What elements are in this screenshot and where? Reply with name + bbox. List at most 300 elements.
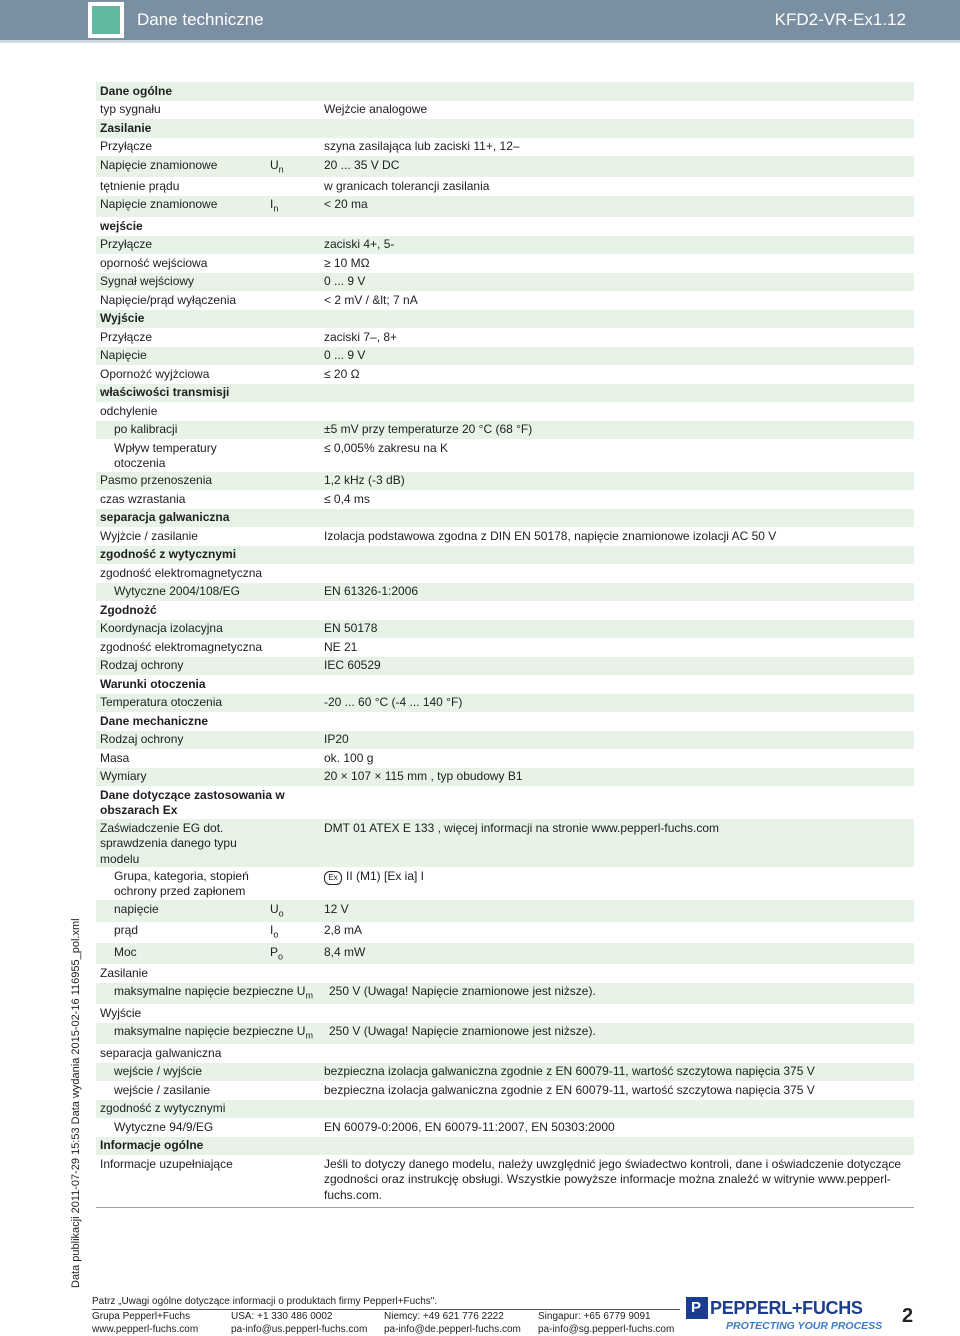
- footer-email-de[interactable]: pa-info@de.pepperl-fuchs.com: [384, 1324, 521, 1336]
- spec-value-text: Jeśli to dotyczy danego modelu, należy uwzględnić jego świadectwo kontroli, dane i oświadczenie dotyczące zgodności oraz instrukcję obsługi. Wszystkie powyższe informacje można znaleźć w witrynie www.pepperl-fuchs.com.: [324, 1157, 901, 1202]
- spec-value-text: szyna zasilająca lub zaciski 11+, 12–: [324, 139, 520, 153]
- spec-value: [324, 943, 914, 964]
- spec-section-heading: [96, 310, 306, 329]
- spec-label-text: Informacje ogólne: [100, 1138, 203, 1152]
- spec-row: [96, 819, 914, 867]
- spec-row: [96, 156, 914, 177]
- spec-label-text: Zgodnożć: [100, 603, 157, 617]
- footer-contact-group: [92, 1311, 198, 1336]
- spec-label: [96, 291, 270, 310]
- spec-table: [96, 82, 914, 1208]
- spec-label: [96, 1004, 270, 1023]
- spec-label: [96, 583, 270, 602]
- spec-row: [96, 196, 914, 217]
- spec-symbol: [270, 657, 324, 676]
- footer-email-sg[interactable]: pa-info@sg.pepperl-fuchs.com: [538, 1324, 674, 1336]
- spec-row: [96, 439, 914, 472]
- spec-symbol: [270, 1100, 324, 1119]
- spec-row: [96, 749, 914, 768]
- spec-label: [96, 1118, 270, 1137]
- spec-label-text: Wymiary: [100, 769, 147, 783]
- spec-value: [324, 922, 914, 943]
- spec-value-text: zaciski 7–, 8+: [324, 330, 397, 344]
- spec-label: [96, 731, 270, 750]
- spec-row: [96, 1155, 914, 1205]
- spec-value-text: w granicach tolerancji zasilania: [324, 179, 489, 193]
- footer-company: Grupa Pepperl+Fuchs: [92, 1311, 198, 1324]
- page-title: Dane techniczne: [137, 10, 264, 30]
- spec-value-text: zaciski 4+, 5-: [324, 237, 394, 251]
- page-header: [0, 0, 960, 40]
- brand-logo-icon: P: [686, 1297, 708, 1319]
- spec-value-text: ±5 mV przy temperaturze 20 °C (68 °F): [324, 422, 532, 436]
- spec-value-text: 8,4 mW: [324, 945, 365, 959]
- spec-label: [96, 365, 270, 384]
- spec-symbol-subscript: o: [273, 930, 278, 940]
- spec-value: [324, 1118, 914, 1137]
- spec-label-text: Napięcie znamionowe: [100, 158, 217, 172]
- spec-label: [96, 657, 270, 676]
- spec-value: [324, 273, 914, 292]
- spec-value-text: Izolacja podstawowa zgodna z DIN EN 50178, napięcie znamionowe izolacji AC 50 V: [324, 529, 776, 543]
- spec-symbol: [270, 402, 324, 421]
- spec-row: [96, 347, 914, 366]
- spec-label: [96, 819, 270, 867]
- spec-row: [96, 922, 914, 943]
- spec-value-text: NE 21: [324, 640, 357, 654]
- spec-label-text: napięcie: [114, 902, 159, 916]
- spec-label: [96, 1063, 270, 1082]
- spec-value-text: 2,8 mA: [324, 923, 362, 937]
- spec-value-text: 1,2 kHz (-3 dB): [324, 473, 405, 487]
- spec-label: [96, 638, 270, 657]
- spec-label-text: Wpływ temperatury otoczenia: [114, 441, 217, 471]
- spec-label-text: zgodność z wytycznymi: [100, 547, 236, 561]
- spec-label-text: prąd: [114, 923, 138, 937]
- spec-symbol: [270, 943, 324, 964]
- spec-symbol: [270, 1063, 324, 1082]
- spec-label: [96, 328, 270, 347]
- spec-value-text: ≥ 10 MΩ: [324, 256, 370, 270]
- spec-label-text: separacja galwaniczna: [100, 1046, 221, 1060]
- spec-symbol-subscript: n: [279, 164, 284, 174]
- spec-value: [324, 254, 914, 273]
- spec-label-text: Rodzaj ochrony: [100, 732, 183, 746]
- spec-value: [324, 583, 914, 602]
- spec-row: [96, 638, 914, 657]
- spec-row: [96, 527, 914, 546]
- footer-contact-sg: [538, 1311, 674, 1336]
- spec-symbol-subscript: o: [279, 908, 284, 918]
- spec-row: [96, 384, 914, 403]
- spec-label: [96, 900, 270, 921]
- spec-symbol: [270, 564, 324, 583]
- spec-row: [96, 421, 914, 440]
- spec-row: [96, 1004, 914, 1023]
- spec-label-text: Sygnał wejściowy: [100, 274, 194, 288]
- spec-row: [96, 291, 914, 310]
- spec-symbol: [270, 177, 324, 196]
- spec-symbol: [270, 922, 324, 943]
- spec-value: [324, 731, 914, 750]
- footer-divider: [92, 1309, 680, 1310]
- spec-row: [96, 900, 914, 921]
- spec-symbol: [270, 365, 324, 384]
- footer-contact-de: [384, 1311, 521, 1336]
- spec-label: [96, 527, 270, 546]
- spec-value-text: EN 50178: [324, 621, 377, 635]
- spec-row: [96, 509, 914, 528]
- spec-value-text: Wejżcie analogowe: [324, 102, 427, 116]
- ex-icon: Ex: [324, 871, 342, 885]
- spec-section-heading: [96, 546, 306, 565]
- spec-row: [96, 1100, 914, 1119]
- spec-symbol: [270, 583, 324, 602]
- spec-symbol: [270, 527, 324, 546]
- spec-label: [96, 472, 270, 491]
- spec-row: [96, 273, 914, 292]
- footer-contact-usa: [231, 1311, 367, 1336]
- spec-label-text: Dane mechaniczne: [100, 714, 208, 728]
- spec-label: [96, 1081, 270, 1100]
- table-end-divider: [96, 1207, 914, 1208]
- spec-row: [96, 712, 914, 731]
- spec-label-text: Dane ogólne: [100, 84, 172, 98]
- spec-label-text: Napięcie/prąd wyłączenia: [100, 293, 236, 307]
- spec-section-heading: [96, 509, 306, 528]
- spec-label: [96, 964, 270, 983]
- spec-label-text: typ sygnału: [100, 102, 161, 116]
- spec-symbol: [270, 900, 324, 921]
- spec-label-text: właściwości transmisji: [100, 385, 229, 399]
- spec-value: [324, 156, 914, 177]
- spec-symbol-subscript: n: [273, 204, 278, 214]
- spec-value-text: 12 V: [324, 902, 349, 916]
- spec-label-text: Wyjście: [100, 1006, 141, 1020]
- spec-row: [96, 402, 914, 421]
- spec-symbol: [270, 620, 324, 639]
- spec-symbol: [270, 1004, 324, 1023]
- spec-value: [324, 490, 914, 509]
- spec-label-text: Wyjżcie / zasilanie: [100, 529, 198, 543]
- spec-value-text: bezpieczna izolacja galwaniczna zgodnie z EN 60079-11, wartość szczytowa napięcia 375 V: [324, 1064, 815, 1078]
- spec-label: [96, 101, 270, 120]
- spec-label-text: czas wzrastania: [100, 492, 185, 506]
- spec-label-text: Informacje uzupełniające: [100, 1157, 233, 1171]
- spec-value: [324, 1081, 914, 1100]
- spec-symbol: [270, 867, 324, 900]
- spec-label-text: Grupa, kategoria, stopień ochrony przed zapłonem: [114, 869, 249, 899]
- spec-label: [96, 421, 270, 440]
- spec-value: [324, 439, 914, 472]
- spec-symbol: [270, 819, 324, 867]
- spec-value: [324, 1155, 914, 1205]
- spec-row: [96, 1118, 914, 1137]
- spec-value-text: II (M1) [Ex ia] I: [346, 869, 424, 883]
- spec-row: [96, 310, 914, 329]
- spec-row: [96, 620, 914, 639]
- spec-label-text: Opornożć wyjżciowa: [100, 367, 209, 381]
- spec-row: [96, 82, 914, 101]
- spec-label: [96, 1100, 270, 1119]
- spec-row: [96, 236, 914, 255]
- spec-value: [329, 983, 914, 1000]
- spec-label: [96, 490, 270, 509]
- spec-label-text: maksymalne napięcie bezpieczne U: [114, 984, 305, 998]
- spec-label: [96, 943, 270, 964]
- spec-value: [324, 638, 914, 657]
- spec-value-text: ≤ 0,005% zakresu na K: [324, 441, 448, 455]
- spec-symbol: [270, 472, 324, 491]
- spec-symbol: [270, 291, 324, 310]
- spec-value-text: ≤ 0,4 ms: [324, 492, 370, 506]
- spec-symbol: [270, 638, 324, 657]
- spec-value-text: IEC 60529: [324, 658, 381, 672]
- spec-row: [96, 583, 914, 602]
- spec-value: [324, 694, 914, 713]
- spec-value: [324, 472, 914, 491]
- spec-section-heading: [96, 601, 306, 620]
- footer-phone-sg: Singapur: +65 6779 9091: [538, 1311, 674, 1324]
- model-number: KFD2-VR-Ex1.12: [775, 10, 906, 30]
- spec-row: [96, 254, 914, 273]
- footer-email-usa[interactable]: pa-info@us.pepperl-fuchs.com: [231, 1324, 367, 1336]
- spec-symbol: [270, 138, 324, 157]
- spec-value-text: < 2 mV / &lt; 7 nA: [324, 293, 418, 307]
- spec-symbol: [270, 694, 324, 713]
- spec-value: [324, 749, 914, 768]
- footer-phone-de: Niemcy: +49 621 776 2222: [384, 1311, 521, 1324]
- spec-label-text: Dane dotyczące zastosowania w obszarach Ex: [100, 788, 285, 818]
- spec-symbol-letter: I: [270, 197, 273, 211]
- spec-label: [96, 439, 270, 472]
- spec-label-text: separacja galwaniczna: [100, 510, 229, 524]
- spec-label-text: Temperatura otoczenia: [100, 695, 222, 709]
- spec-section-heading: [96, 712, 306, 731]
- spec-symbol-letter: I: [270, 923, 273, 937]
- spec-value-text: -20 ... 60 °C (-4 ... 140 °F): [324, 695, 462, 709]
- spec-label-text: wejście: [100, 219, 143, 233]
- spec-symbol: [270, 254, 324, 273]
- spec-row: [96, 177, 914, 196]
- spec-row: [96, 217, 914, 236]
- spec-label: [96, 867, 270, 900]
- spec-value: [324, 101, 914, 120]
- spec-value: [324, 1063, 914, 1082]
- spec-row: [96, 1081, 914, 1100]
- spec-label-text: zgodność elektromagnetyczna: [100, 566, 262, 580]
- spec-symbol: [270, 421, 324, 440]
- spec-label-text: odchylenie: [100, 404, 157, 418]
- footer-phone-usa: USA: +1 330 486 0002: [231, 1311, 367, 1324]
- spec-value: [324, 138, 914, 157]
- spec-value-text: EN 61326-1:2006: [324, 584, 418, 598]
- spec-symbol: [270, 490, 324, 509]
- spec-symbol-letter: U: [270, 902, 279, 916]
- spec-symbol: [270, 1044, 324, 1063]
- spec-symbol-letter: U: [270, 158, 279, 172]
- spec-symbol: [270, 1118, 324, 1137]
- spec-label-text: Koordynacja izolacyjna: [100, 621, 223, 635]
- spec-row: [96, 1044, 914, 1063]
- spec-label: [96, 273, 270, 292]
- spec-label-text: zgodność z wytycznymi: [100, 1101, 225, 1115]
- spec-value-text: 250 V (Uwaga! Napięcie znamionowe jest niższe).: [329, 1024, 596, 1038]
- spec-row: [96, 490, 914, 509]
- spec-label-text: Wytyczne 94/9/EG: [114, 1120, 213, 1134]
- spec-label: [96, 402, 270, 421]
- spec-row: [96, 1137, 914, 1156]
- spec-label: [96, 564, 270, 583]
- spec-row: [96, 786, 914, 819]
- spec-row: [96, 138, 914, 157]
- spec-label: [96, 1023, 324, 1044]
- spec-value: [324, 196, 914, 217]
- spec-section-heading: [96, 1137, 306, 1156]
- page-number: 2: [902, 1305, 913, 1328]
- spec-row: [96, 564, 914, 583]
- spec-row: [96, 1063, 914, 1082]
- spec-value-text: bezpieczna izolacja galwaniczna zgodnie z EN 60079-11, wartość szczytowa napięcia 375 V: [324, 1083, 815, 1097]
- spec-label-text: Zaświadczenie EG dot. sprawdzenia danego typu modelu: [100, 821, 237, 866]
- spec-row: [96, 472, 914, 491]
- spec-value-text: 0 ... 9 V: [324, 274, 365, 288]
- spec-label: [96, 694, 270, 713]
- spec-label-text: Zasilanie: [100, 966, 148, 980]
- spec-row: [96, 675, 914, 694]
- spec-section-heading: [96, 217, 306, 236]
- spec-symbol: [270, 768, 324, 787]
- header-divider: [0, 40, 960, 43]
- spec-label-text: Przyłącze: [100, 330, 152, 344]
- spec-row: [96, 867, 914, 900]
- spec-symbol: [270, 328, 324, 347]
- spec-value: [324, 291, 914, 310]
- spec-label: [96, 254, 270, 273]
- spec-value-text: 20 × 107 × 115 mm , typ obudowy B1: [324, 769, 523, 783]
- spec-label: [96, 620, 270, 639]
- spec-label-text: Moc: [114, 945, 137, 959]
- spec-symbol-letter: P: [270, 945, 278, 959]
- spec-label: [96, 983, 324, 1004]
- spec-label-text: wejście / wyjście: [114, 1064, 202, 1078]
- spec-value: [324, 900, 914, 921]
- spec-value-text: ≤ 20 Ω: [324, 367, 360, 381]
- brand-name: PEPPERL+FUCHS: [710, 1298, 863, 1319]
- spec-value: [329, 1023, 914, 1040]
- spec-value: [324, 328, 914, 347]
- spec-symbol: [270, 749, 324, 768]
- spec-row: [96, 768, 914, 787]
- publication-info: Data publikacji 2011-07-29 15:53 Data wydania 2015-02-16 116955_pol.xml: [70, 918, 82, 1288]
- spec-symbol: [270, 236, 324, 255]
- spec-section-heading: [96, 119, 306, 138]
- spec-symbol: [270, 1081, 324, 1100]
- spec-row: [96, 1023, 914, 1044]
- spec-label: [96, 236, 270, 255]
- spec-row: [96, 546, 914, 565]
- spec-label-text: Wytyczne 2004/108/EG: [114, 584, 240, 598]
- spec-value: [324, 867, 914, 900]
- spec-value: [324, 768, 914, 787]
- spec-symbol: [270, 964, 324, 983]
- spec-value-text: 0 ... 9 V: [324, 348, 365, 362]
- spec-value-text: 20 ... 35 V DC: [324, 158, 399, 172]
- spec-label: [96, 138, 270, 157]
- spec-label: [96, 768, 270, 787]
- spec-row: [96, 731, 914, 750]
- spec-section-heading: [96, 786, 306, 819]
- spec-label-text: Warunki otoczenia: [100, 677, 206, 691]
- spec-row: [96, 119, 914, 138]
- spec-value: [324, 365, 914, 384]
- spec-symbol: [270, 347, 324, 366]
- spec-symbol: [270, 156, 324, 177]
- spec-section-heading: [96, 675, 306, 694]
- spec-label-text: po kalibracji: [114, 422, 177, 436]
- spec-label-subscript: m: [305, 991, 313, 1001]
- footer-website-link[interactable]: www.pepperl-fuchs.com: [92, 1324, 198, 1336]
- spec-label-text: Rodzaj ochrony: [100, 658, 183, 672]
- spec-symbol: [270, 101, 324, 120]
- spec-label: [96, 156, 270, 177]
- spec-label: [96, 347, 270, 366]
- spec-value: [324, 620, 914, 639]
- spec-label-text: Wyjście: [100, 311, 144, 325]
- spec-label-text: zgodność elektromagnetyczna: [100, 640, 262, 654]
- spec-value-text: < 20 ma: [324, 197, 368, 211]
- spec-label-text: Przyłącze: [100, 237, 152, 251]
- spec-label: [96, 1155, 270, 1205]
- spec-label: [96, 749, 270, 768]
- spec-symbol: [270, 1155, 324, 1205]
- spec-label: [96, 1044, 270, 1063]
- spec-row: [96, 365, 914, 384]
- spec-value: [324, 177, 914, 196]
- spec-symbol-subscript: o: [278, 951, 283, 961]
- spec-value-text: IP20: [324, 732, 349, 746]
- spec-row: [96, 694, 914, 713]
- spec-value: [324, 421, 914, 440]
- spec-label: [96, 922, 270, 943]
- spec-label-text: Zasilanie: [100, 121, 151, 135]
- spec-row: [96, 657, 914, 676]
- spec-label: [96, 196, 270, 217]
- spec-row: [96, 983, 914, 1004]
- spec-value: [324, 236, 914, 255]
- spec-label-text: oporność wejściowa: [100, 256, 207, 270]
- spec-label-text: Napięcie: [100, 348, 147, 362]
- header-logo-icon: [88, 2, 124, 38]
- spec-section-heading: [96, 384, 306, 403]
- spec-row: [96, 601, 914, 620]
- spec-symbol: [270, 196, 324, 217]
- spec-label: [96, 177, 270, 196]
- spec-label-text: Przyłącze: [100, 139, 152, 153]
- spec-label-text: maksymalne napięcie bezpieczne U: [114, 1024, 305, 1038]
- spec-symbol: [270, 273, 324, 292]
- spec-value: [324, 819, 914, 867]
- spec-value-text: 250 V (Uwaga! Napięcie znamionowe jest niższe).: [329, 984, 596, 998]
- spec-symbol: [270, 439, 324, 472]
- spec-label-text: Napięcie znamionowe: [100, 197, 217, 211]
- spec-label-text: tętnienie prądu: [100, 179, 179, 193]
- spec-value: [324, 657, 914, 676]
- spec-symbol: [270, 731, 324, 750]
- footer-note: Patrz „Uwagi ogólne dotyczące informacji o produktach firmy Pepperl+Fuchs".: [92, 1296, 437, 1307]
- spec-row: [96, 328, 914, 347]
- spec-value: [324, 347, 914, 366]
